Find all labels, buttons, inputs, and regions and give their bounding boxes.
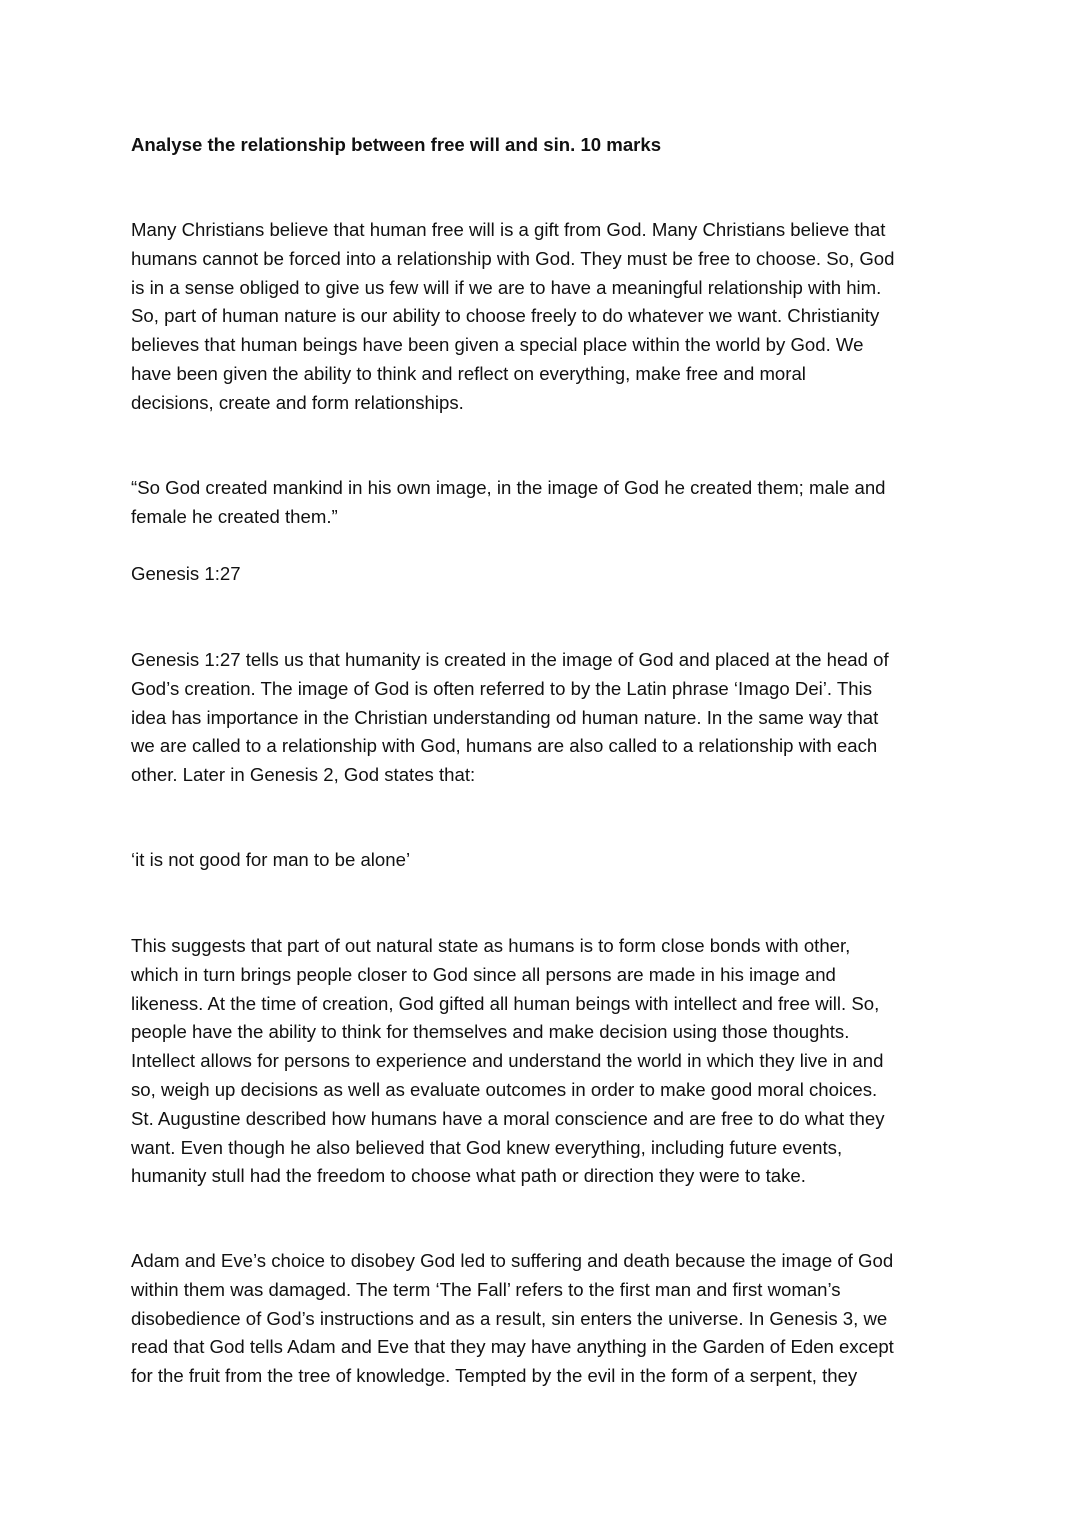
text-line: female he created them.”	[131, 505, 338, 527]
text-line: humanity stull had the freedom to choose what path or direction they were to take.	[131, 1165, 806, 1187]
text-line: idea has importance in the Christian understanding od human nature. In the same way that	[131, 706, 879, 728]
text-line: humans cannot be forced into a relationship with God. They must be free to choose. So, God	[131, 247, 895, 269]
text-line: Genesis 1:27	[131, 563, 241, 584]
text-line: which in turn brings people closer to God since all persons are made in his image and	[131, 963, 836, 985]
scripture-reference	[131, 560, 949, 589]
genesis-2-quote	[131, 846, 949, 875]
text-line: is in a sense obliged to give us few will if we are to have a meaningful relationship with him.	[131, 276, 882, 298]
text-line: want. Even though he also believed that God knew everything, including future events,	[131, 1136, 843, 1158]
scripture-quote	[131, 474, 949, 532]
paragraph-free-will-gift	[131, 216, 949, 418]
document-title	[131, 131, 949, 160]
text-line: other. Later in Genesis 2, God states that:	[131, 764, 476, 786]
paragraph-intellect-free-will	[131, 932, 949, 1191]
text-line: This suggests that part of out natural state as humans is to form close bonds with other,	[131, 935, 851, 956]
text-line: decisions, create and form relationships.	[131, 391, 464, 413]
text-line: read that God tells Adam and Eve that they may have anything in the Garden of Eden except	[131, 1336, 894, 1358]
text-line: for the fruit from the tree of knowledge. Tempted by the evil in the form of a serpent, they	[131, 1365, 858, 1387]
text-line: disobedience of God’s instructions and as a result, sin enters the universe. In Genesis 3, we	[131, 1307, 888, 1329]
text-line: “So God created mankind in his own image, in the image of God he created them; male and	[131, 477, 886, 498]
text-line: likeness. At the time of creation, God gifted all human beings with intellect and free will. So,	[131, 992, 880, 1014]
paragraph-imago-dei	[131, 646, 949, 790]
paragraph-the-fall	[131, 1247, 949, 1391]
text-line: so, weigh up decisions as well as evaluate outcomes in order to make good moral choices.	[131, 1078, 878, 1100]
text-line: believes that human beings have been given a special place within the world by God. We	[131, 334, 864, 356]
text-line: within them was damaged. The term ‘The Fall’ refers to the first man and first woman’s	[131, 1278, 841, 1300]
text-line: St. Augustine described how humans have a moral conscience and are free to do what they	[131, 1107, 885, 1129]
text-line: ‘it is not good for man to be alone’	[131, 849, 411, 870]
text-line: people have the ability to think for themselves and make decision using those thoughts.	[131, 1021, 850, 1043]
text-line: Genesis 1:27 tells us that humanity is created in the image of God and placed at the head of	[131, 649, 889, 670]
text-line: we are called to a relationship with God, humans are also called to a relationship with each	[131, 735, 878, 757]
text-line: God’s creation. The image of God is often referred to by the Latin phrase ‘Imago Dei’. This	[131, 677, 873, 699]
title-line: Analyse the relationship between free will and sin. 10 marks	[131, 134, 662, 155]
text-line: Intellect allows for persons to experience and understand the world in which they live in and	[131, 1050, 884, 1072]
text-line: So, part of human nature is our ability to choose freely to do whatever we want. Christianity	[131, 305, 880, 327]
text-line: have been given the ability to think and reflect on everything, make free and moral	[131, 362, 806, 384]
text-line: Adam and Eve’s choice to disobey God led to suffering and death because the image of God	[131, 1250, 894, 1271]
text-line: Many Christians believe that human free will is a gift from God. Many Christians believe that	[131, 219, 886, 240]
